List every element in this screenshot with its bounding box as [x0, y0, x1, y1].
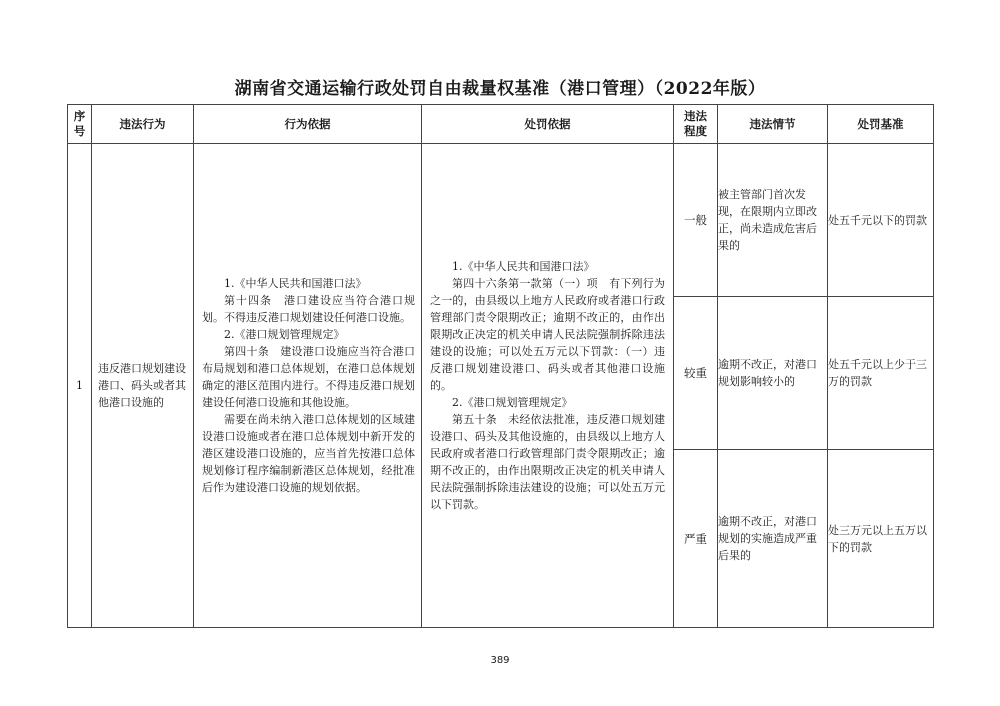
penalty-standard-table [67, 104, 934, 628]
header-act: 违法行为 [92, 105, 194, 144]
penalty-article-50: 第五十条 未经依法批准，违反港口规划建设港口、码头及其他设施的，由县级以上地方人民政府或者港口行政管理部门责令限期改正；逾期不改正的，由作出限期改正决定的机关申请人民法院强制拆除违法建设的设施；可以处五万元以下罚款。 [430, 413, 665, 511]
header-standard: 处罚基准 [828, 105, 934, 144]
table-row [68, 144, 934, 297]
header-row [68, 105, 934, 144]
page-number: 389 [490, 655, 510, 666]
basis-regulation-title: 2.《港口规划管理规定》 [224, 328, 345, 341]
row-penalty-basis [422, 144, 674, 628]
basis-article-40-para-2: 需要在尚未纳入港口总体规划的区域建设港口设施或者在港口总体规划中新开发的港区建设港口设施的，应当首先按港口总体规划修订程序编制新港区总体规划，经批准后作为建设港口设施的规划依据。 [202, 413, 415, 494]
basis-law-title: 1.《中华人民共和国港口法》 [224, 277, 367, 290]
row-act: 违反港口规划建设港口、码头或者其他港口设施的 [92, 144, 194, 628]
header-penalty-basis: 处罚依据 [422, 105, 674, 144]
circumstance-general: 被主管部门首次发现，在限期内立即改正，尚未造成危害后果的 [718, 144, 828, 297]
row-basis [194, 144, 422, 628]
standard-general: 处五千元以下的罚款 [828, 144, 934, 297]
header-basis: 行为依据 [194, 105, 422, 144]
penalty-article-46: 第四十六条第一款第（一）项 有下列行为之一的，由县级以上地方人民政府或者港口行政管理部门责令限期改正；逾期不改正的，由作出限期改正决定的机关申请人民法院强制拆除违法建设的设施；可以处五万元以下罚款：（一）违反港口规划建设港口、码头或者其他港口设施的。 [430, 277, 665, 392]
circumstance-severe: 逾期不改正，对港口规划的实施造成严重后果的 [718, 450, 828, 628]
standard-serious: 处五千元以上少于三万的罚款 [828, 297, 934, 450]
degree-serious: 较重 [674, 297, 718, 450]
header-circumstance: 违法情节 [718, 105, 828, 144]
header-seq: 序号 [68, 105, 92, 144]
row-seq: 1 [68, 144, 92, 628]
basis-article-40: 第四十条 建设港口设施应当符合港口布局规划和港口总体规划，在港口总体规划确定的港区范围内进行。不得违反港口规划建设任何港口设施和其他设施。 [202, 345, 415, 409]
degree-general: 一般 [674, 144, 718, 297]
circumstance-serious: 逾期不改正，对港口规划影响较小的 [718, 297, 828, 450]
header-degree: 违法程度 [674, 105, 718, 144]
standard-severe: 处三万元以上五万以下的罚款 [828, 450, 934, 628]
document-title: 湖南省交通运输行政处罚自由裁量权基准（港口管理）（2022年版） [234, 79, 766, 99]
basis-article-14: 第十四条 港口建设应当符合港口规划。不得违反港口规划建设任何港口设施。 [202, 294, 415, 324]
penalty-regulation-title: 2.《港口规划管理规定》 [452, 396, 573, 409]
degree-severe: 严重 [674, 450, 718, 628]
penalty-law-title: 1.《中华人民共和国港口法》 [452, 260, 595, 273]
